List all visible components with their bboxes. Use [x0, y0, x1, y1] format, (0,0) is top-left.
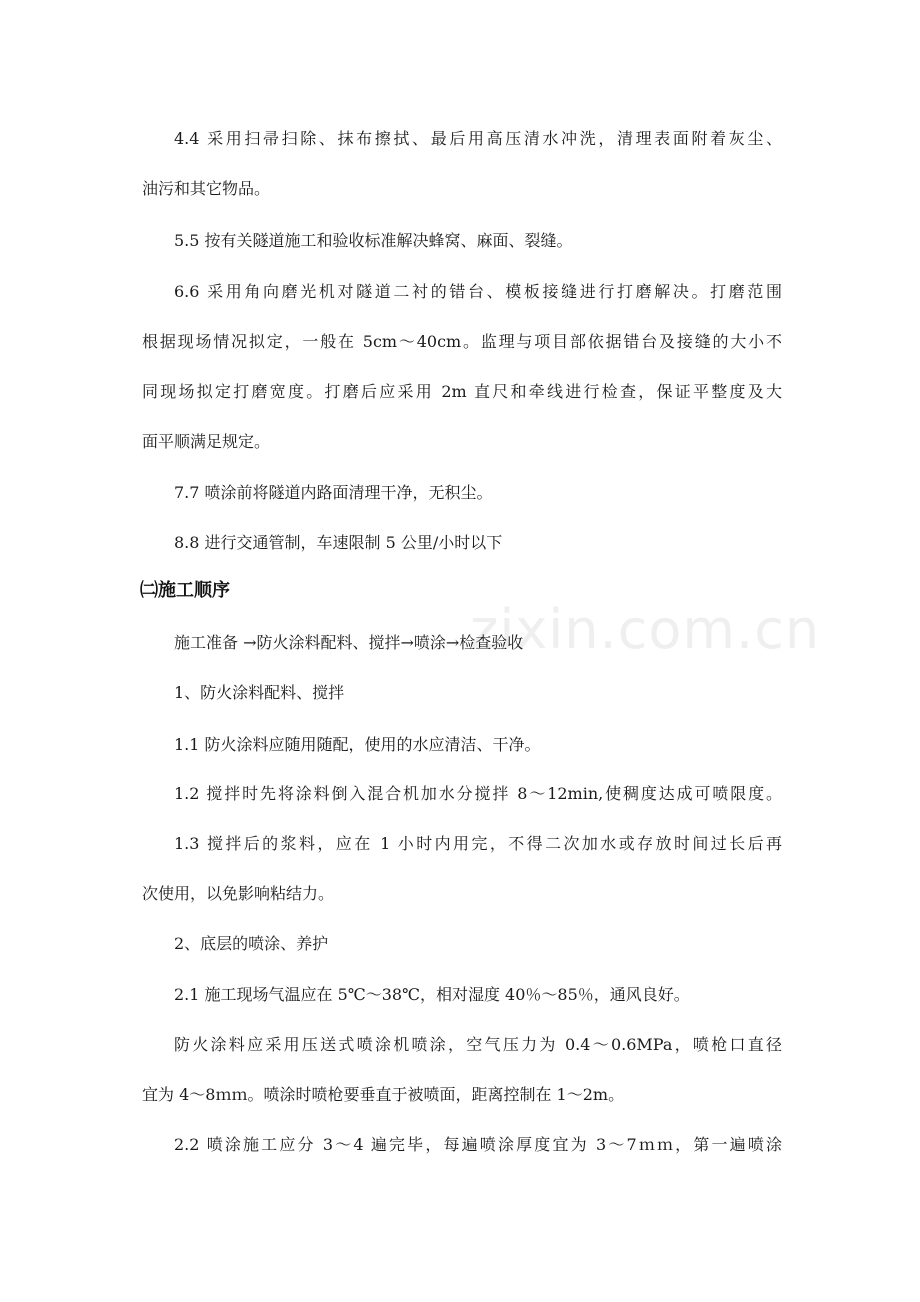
paragraph-line: 6.6 采用角向磨光机对隧道二衬的错台、模板接缝进行打磨解决。打磨范围	[174, 282, 782, 301]
paragraph-line: 8.8 进行交通管制，车速限制 5 公里/小时以下	[174, 533, 503, 552]
paragraph-line: 宜为 4～8ｍｍ。喷涂时喷枪要垂直于被喷面，距离控制在 1～2m。	[142, 1085, 625, 1104]
paragraph-line: 1.1 防火涂料应随用随配，使用的水应清洁、干净。	[174, 735, 541, 754]
paragraph-line: 1.2 搅拌时先将涂料倒入混合机加水分搅拌 8～12min,使稠度达成可喷限度。	[174, 784, 782, 803]
watermark: zixin.com.cn	[470, 598, 821, 661]
paragraph-line: 油污和其它物品。	[142, 179, 271, 198]
paragraph-line: 次使用，以免影响粘结力。	[142, 884, 335, 903]
paragraph-line: 防火涂料应采用压送式喷涂机喷涂，空气压力为 0.4～0.6MPa，喷枪口直径	[174, 1035, 782, 1054]
paragraph-line: 同现场拟定打磨宽度。打磨后应采用 2m 直尺和牵线进行检查，保证平整度及大	[142, 382, 782, 401]
paragraph-line: 4.4 采用扫帚扫除、抹布擦拭、最后用高压清水冲洗，清理表面附着灰尘、	[174, 129, 782, 148]
paragraph-line: 面平顺满足规定。	[142, 432, 271, 451]
paragraph-line: 5.5 按有关隧道施工和验收标准解决蜂窝、麻面、裂缝。	[174, 231, 573, 250]
section-heading: ㈡施工顺序	[140, 580, 230, 601]
paragraph-line: 2.2 喷涂施工应分 3～4 遍完毕，每遍喷涂厚度宜为 3～7ｍｍ，第一遍喷涂	[174, 1135, 782, 1154]
paragraph-line: 根据现场情况拟定，一般在 5cm～40cm。监理与项目部依据错台及接缝的大小不	[142, 332, 782, 351]
paragraph-line: 2、底层的喷涂、养护	[174, 934, 329, 953]
paragraph-line: 1、防火涂料配料、搅拌	[174, 683, 345, 702]
paragraph-line: 2.1 施工现场气温应在 5℃～38℃，相对湿度 40％～85％，通风良好。	[174, 985, 690, 1004]
paragraph-line: 1.3 搅拌后的浆料，应在 1 小时内用完，不得二次加水或存放时间过长后再	[174, 834, 782, 853]
paragraph-line: 7.7 喷涂前将隧道内路面清理干净，无积尘。	[174, 483, 493, 502]
paragraph-line: 施工准备 →防火涂料配料、搅拌→喷涂→检查验收	[174, 633, 524, 652]
